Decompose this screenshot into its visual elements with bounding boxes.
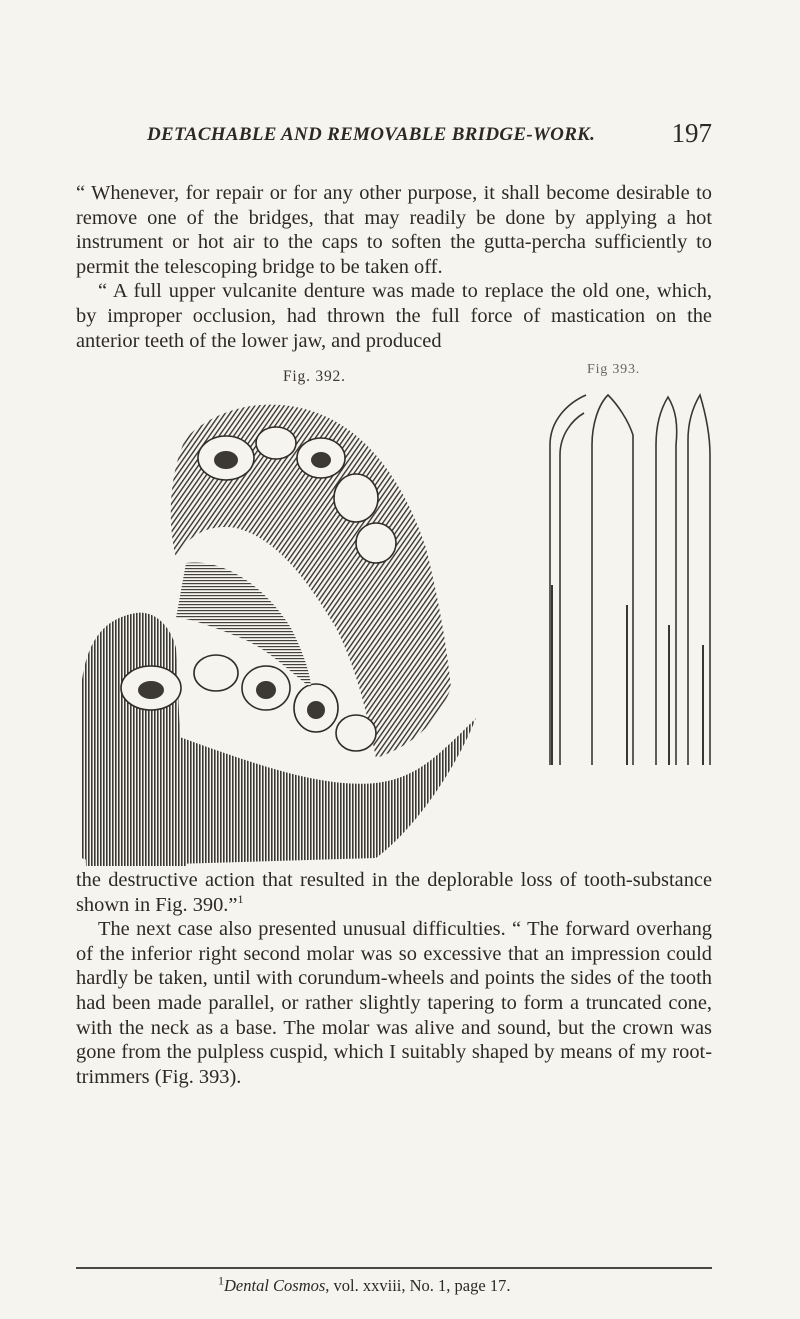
instrument-1-shade xyxy=(551,585,553,765)
footnote-rule xyxy=(76,1267,712,1269)
footnote xyxy=(218,1273,511,1296)
figure-393-instruments xyxy=(538,385,716,770)
running-head: DETACHABLE AND REMOVABLE BRIDGE-WORK. xyxy=(147,124,596,145)
page-header xyxy=(147,118,712,156)
instrument-3 xyxy=(656,397,677,765)
page-number: 197 xyxy=(671,118,712,148)
paragraph-1: “ Whenever, for repair or for any other purpose, it shall become desirable to remove one of the bridges, that may readily be done by applying a hot instrument or hot air to the caps to soften the gutta-percha sufficiently to permit the telescoping bridge to be taken off. xyxy=(76,182,712,278)
instrument-1 xyxy=(550,395,586,765)
instrument-1-inner xyxy=(560,413,584,765)
footnote-number: 1 xyxy=(218,1273,224,1288)
paragraph-2: “ A full upper vulcanite denture was made to replace the old one, which, by improper occlusion, had thrown the full force of mastication on the anterior teeth of the lower jaw, and produced xyxy=(76,280,712,352)
instrument-4-shade xyxy=(702,645,704,765)
figure-393-caption: Fig 393. xyxy=(587,362,641,377)
body-text-bottom xyxy=(76,868,712,1089)
lower-left-wall xyxy=(81,613,186,866)
paragraph-2-continued: the destructive action that resulted in the deplorable loss of tooth-substance shown in Fig. 390.”$^1$ xyxy=(76,869,712,916)
figure-392-engraving xyxy=(76,388,496,866)
footnote-citation: , vol. xxviii, No. 1, page 17. xyxy=(325,1276,511,1295)
footnote-source: Dental Cosmos xyxy=(224,1276,326,1295)
paragraph-3: The next case also presented unusual difficulties. “ The forward overhang of the inferior right second molar was so excessive that an impression could hardly be taken, until with corundum-wheels and points the sides of the tooth had been made parallel, or rather slightly tapering to form a truncated cone, with the neck as a base. The molar was alive and sound, but the crown was gone from the pulpless cuspid, which I suitably shaped by means of my root-trimmers (Fig. 393). xyxy=(76,918,712,1088)
instrument-4 xyxy=(688,395,710,765)
figure-392-caption: Fig. 392. xyxy=(283,368,346,385)
instrument-3-shade xyxy=(668,625,670,765)
instrument-2-shade xyxy=(626,605,628,765)
body-text-top xyxy=(76,181,712,353)
footnote-marker: 1 xyxy=(237,891,244,906)
